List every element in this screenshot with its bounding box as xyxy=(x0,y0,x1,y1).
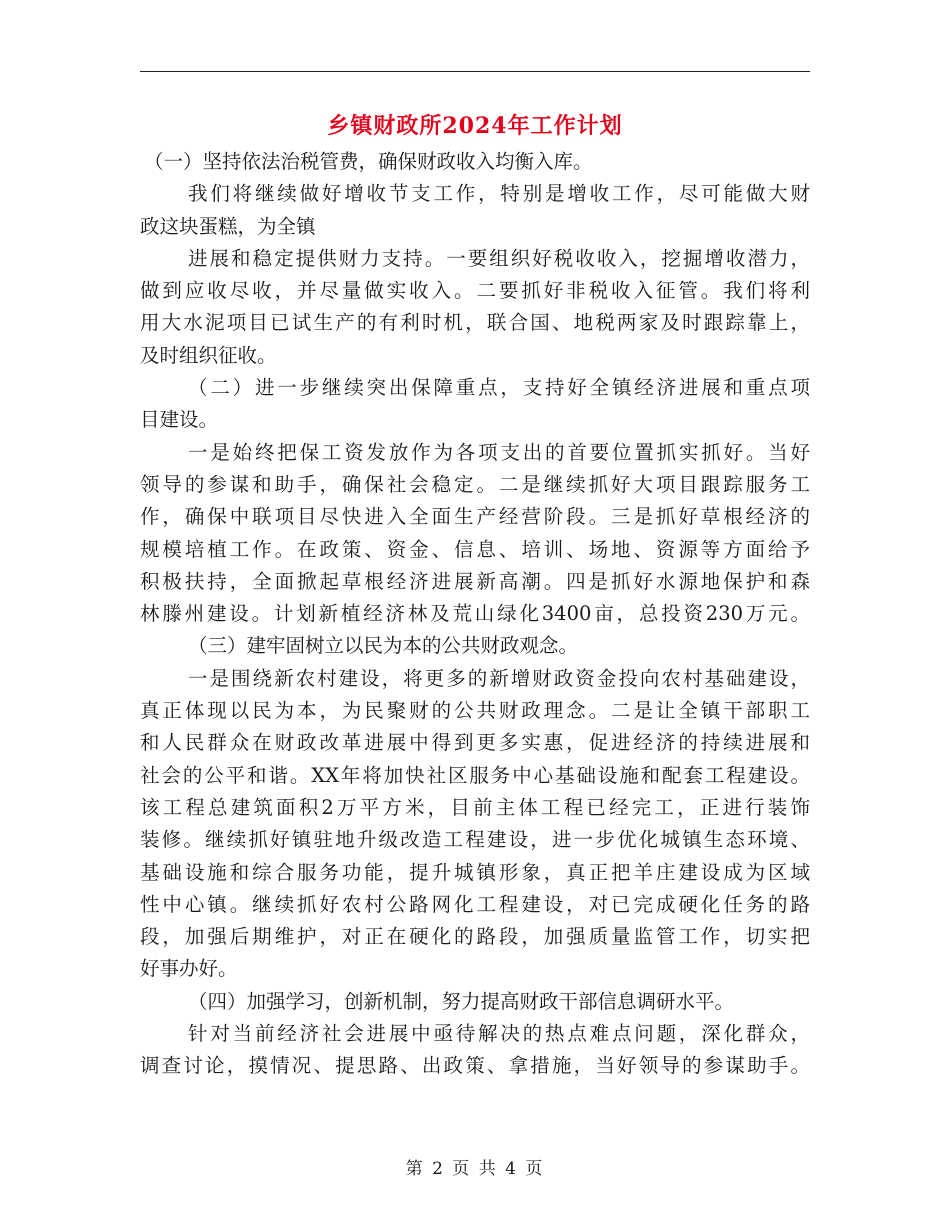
document-body xyxy=(140,146,810,1083)
paragraph-line: 调查讨论，摸情况、提思路、出政策、拿措施，当好领导的参谋助手。 xyxy=(140,1054,810,1078)
paragraph-line: 段，加强后期维护，对正在硬化的路段，加强质量监管工作，切实把 xyxy=(140,925,810,949)
paragraph-line: 及时组织征收。 xyxy=(140,343,277,367)
paragraph-line: 该工程总建筑面积2万平方米，目前主体工程已经完工，正进行装饰 xyxy=(140,795,810,819)
page-number: 第 2 页 共 4 页 xyxy=(405,1159,545,1179)
paragraph-line: 一是始终把保工资发放作为各项支出的首要位置抓实抓好。当好 xyxy=(188,440,810,464)
paragraph-line: 规模培植工作。在政策、资金、信息、培训、场地、资源等方面给予 xyxy=(140,537,810,561)
paragraph-line: 好事办好。 xyxy=(140,957,238,981)
paragraph-line: 作，确保中联项目尽快进入全面生产经营阶段。三是抓好草根经济的 xyxy=(140,505,810,529)
paragraph-line: 进展和稳定提供财力支持。一要组织好税收收入，挖掘增收潜力， xyxy=(188,246,810,270)
section-heading-3: （三）建牢固树立以民为本的公共财政观念。 xyxy=(188,634,579,658)
paragraph-line: 一是围绕新农村建设，将更多的新增财政资金投向农村基础建设， xyxy=(188,666,810,690)
paragraph-line: 社会的公平和谐。XX年将加快社区服务中心基础设施和配套工程建设。 xyxy=(140,763,810,787)
section-heading-4: （四）加强学习，创新机制，努力提高财政干部信息调研水平。 xyxy=(188,989,735,1013)
paragraph-line: 和人民群众在财政改革进展中得到更多实惠，促进经济的持续进展和 xyxy=(140,731,810,755)
paragraph-line: 林滕州建设。计划新植经济林及荒山绿化3400亩，总投资230万元。 xyxy=(140,602,810,626)
paragraph-line: 用大水泥项目已试生产的有利时机，联合国、地税两家及时跟踪靠上， xyxy=(140,311,810,335)
paragraph-line: 领导的参谋和助手，确保社会稳定。二是继续抓好大项目跟踪服务工 xyxy=(140,472,810,496)
paragraph-line: 政这块蛋糕，为全镇 xyxy=(140,214,316,238)
paragraph-line: 我们将继续做好增收节支工作，特别是增收工作，尽可能做大财 xyxy=(188,182,810,206)
section-heading-2-cont: 目建设。 xyxy=(140,408,219,432)
paragraph-line: 积极扶持，全面掀起草根经济进展新高潮。四是抓好水源地保护和森 xyxy=(140,569,810,593)
section-heading-2: （二）进一步继续突出保障重点，支持好全镇经济进展和重点项 xyxy=(188,376,810,400)
section-heading-1: （一）坚持依法治税管费，确保财政收入均衡入库。 xyxy=(144,150,593,173)
paragraph-line: 真正体现以民为本，为民聚财的公共财政理念。二是让全镇干部职工 xyxy=(140,699,810,723)
header-rule xyxy=(140,71,810,72)
paragraph-line: 装修。继续抓好镇驻地升级改造工程建设，进一步优化城镇生态环境、 xyxy=(140,828,810,852)
document-title: 乡镇财政所2024年工作计划 xyxy=(327,113,623,139)
paragraph-line: 基础设施和综合服务功能，提升城镇形象，真正把羊庄建设成为区域 xyxy=(140,860,810,884)
paragraph-line: 做到应收尽收，并尽量做实收入。二要抓好非税收入征管。我们将利 xyxy=(140,279,810,303)
paragraph-line: 针对当前经济社会进展中亟待解决的热点难点问题，深化群众， xyxy=(188,1022,810,1046)
paragraph-line: 性中心镇。继续抓好农村公路网化工程建设，对已完成硬化任务的路 xyxy=(140,892,810,916)
